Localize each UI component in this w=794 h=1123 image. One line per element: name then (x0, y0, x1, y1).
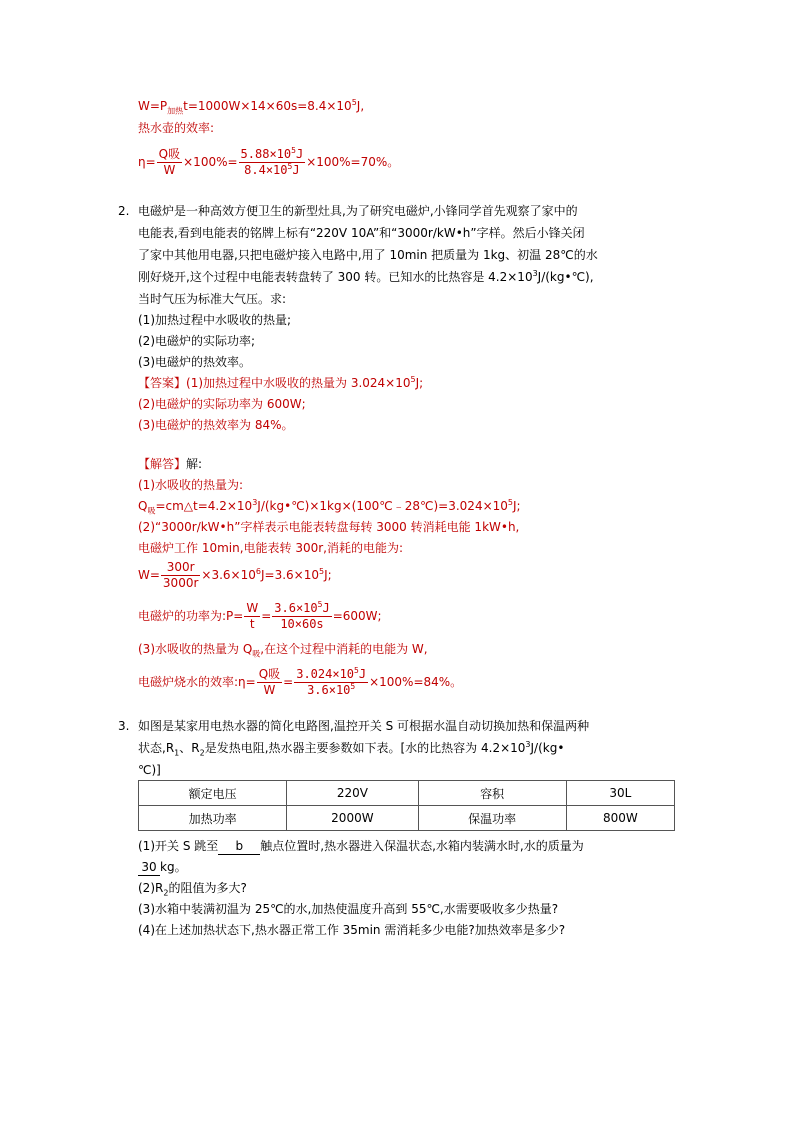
question-2-sub-question: (2)电磁炉的实际功率; (138, 334, 256, 348)
solution-line: (1)水吸收的热量为: (138, 478, 244, 492)
efficiency-label: 热水壶的效率: (138, 121, 215, 135)
solution-heading: 【解答】解: (138, 457, 203, 471)
question-3-part-1: (1)开关 S 跳至 b 触点位置时,热水器进入保温状态,水箱内装满水时,水的质量为 (138, 839, 584, 853)
question-2-sub-question: (3)电磁炉的热效率。 (138, 355, 251, 369)
table-cell: 2000W (287, 806, 418, 831)
heater-parameter-table (138, 780, 675, 831)
question-3-part-3: (3)水箱中装满初温为 25℃的水,加热使温度升高到 55℃,水需要吸收多少热量? (138, 902, 559, 916)
solution-efficiency-formula: 电磁炉烧水的效率:η= $\frac{\text{Q吸}}{W}$ = $\frac{3.024\times 10^5J}{3.6\times 10^5}$ ×100%=84%。 (138, 666, 463, 697)
solution-line: (3)水吸收的热量为 $Q_吸$,在这个过程中消耗的电能为 W, (138, 642, 428, 659)
question-3-stem-line: ℃)] (138, 763, 161, 777)
work-formula: $W=P_{加热}t=1000W\times 14\times 60s=8.4\times 10^5J$, (138, 98, 365, 116)
question-2-stem-line: 电能表,看到电能表的铭牌上标有“220V 10A”和“3000r/kW•h”字样。然后小锋关闭 (138, 226, 585, 240)
answer-blank[interactable]: 30 (138, 859, 160, 876)
question-2-stem-line: 当时气压为标准大气压。求: (138, 292, 287, 306)
table-cell: 容积 (418, 781, 566, 806)
answer-line-1: 【答案】(1)加热过程中水吸收的热量为 $3.024\times 10^5J$; (138, 375, 424, 390)
question-2-stem-line: 刚好烧开,这个过程中电能表转盘转了 300 转。已知水的比热容是 $4.2\times 10^3J/(kg•℃)$, (138, 269, 594, 284)
table-cell: 30L (566, 781, 674, 806)
answer-blank[interactable]: b (218, 838, 260, 855)
solution-line: 电磁炉工作 10min,电能表转 300r,消耗的电能为: (138, 541, 404, 555)
table-cell: 额定电压 (139, 781, 287, 806)
solution-power-formula: 电磁炉的功率为:P= $\frac{W}{t}$ = $\frac{3.6\times 10^5J}{10\times 60s}$ =600W; (138, 600, 382, 631)
question-3-stem-line: 如图是某家用电热水器的简化电路图,温控开关 S 可根据水温自动切换加热和保温两种 (138, 719, 590, 733)
table-row (139, 806, 675, 831)
question-2-sub-question: (1)加热过程中水吸收的热量; (138, 313, 292, 327)
table-cell: 加热功率 (139, 806, 287, 831)
question-3-stem-line: 状态$,R_1$、$R_2$是发热电阻,热水器主要参数如下表。[水的比热容为 $4.2\times 10^3J/(kg•$ (138, 740, 565, 758)
table-row (139, 781, 675, 806)
question-2-stem-line: 电磁炉是一种高效方便卫生的新型灶具,为了研究电磁炉,小锋同学首先观察了家中的 (138, 204, 578, 218)
question-2-number: 2. (118, 204, 130, 218)
efficiency-formula: η= $\frac{\text{Q吸}}{W}$ ×100%= $\frac{5.88\times 10^5J}{8.4\times 10^5J}$ ×100%=70%。 (138, 146, 400, 177)
table-cell: 220V (287, 781, 418, 806)
answer-line-3: (3)电磁炉的热效率为 84%。 (138, 418, 294, 432)
question-2-stem-line: 了家中其他用电器,只把电磁炉接入电路中,用了 10min 把质量为 1kg、初温 28℃的水 (138, 248, 598, 262)
question-3-part-1-cont: 30 kg。 (138, 859, 187, 876)
solution-energy-formula: W= $\frac{300r}{3000r}$ $\times 3.6\times 10^6J=3.6\times 10^5J$; (138, 560, 332, 590)
question-3-number: 3. (118, 719, 130, 733)
question-3-part-4: (4)在上述加热状态下,热水器正常工作 35min 需消耗多少电能?加热效率是多少? (138, 923, 566, 937)
solution-line: (2)“3000r/kW•h”字样表示电能表转盘每转 3000 转消耗电能 1kW•h, (138, 520, 520, 534)
table-cell: 800W (566, 806, 674, 831)
table-cell: 保温功率 (418, 806, 566, 831)
answer-line-2: (2)电磁炉的实际功率为 600W; (138, 397, 306, 411)
question-3-part-2: $(2)R_2$的阻值为多大? (138, 881, 247, 898)
solution-heat-formula: $Q_吸=cm\triangle t=4.2\times 10^3J/(kg•℃)\times 1kg\times(100℃﹣28℃)=3.024\times 10^5J$; (138, 498, 521, 516)
